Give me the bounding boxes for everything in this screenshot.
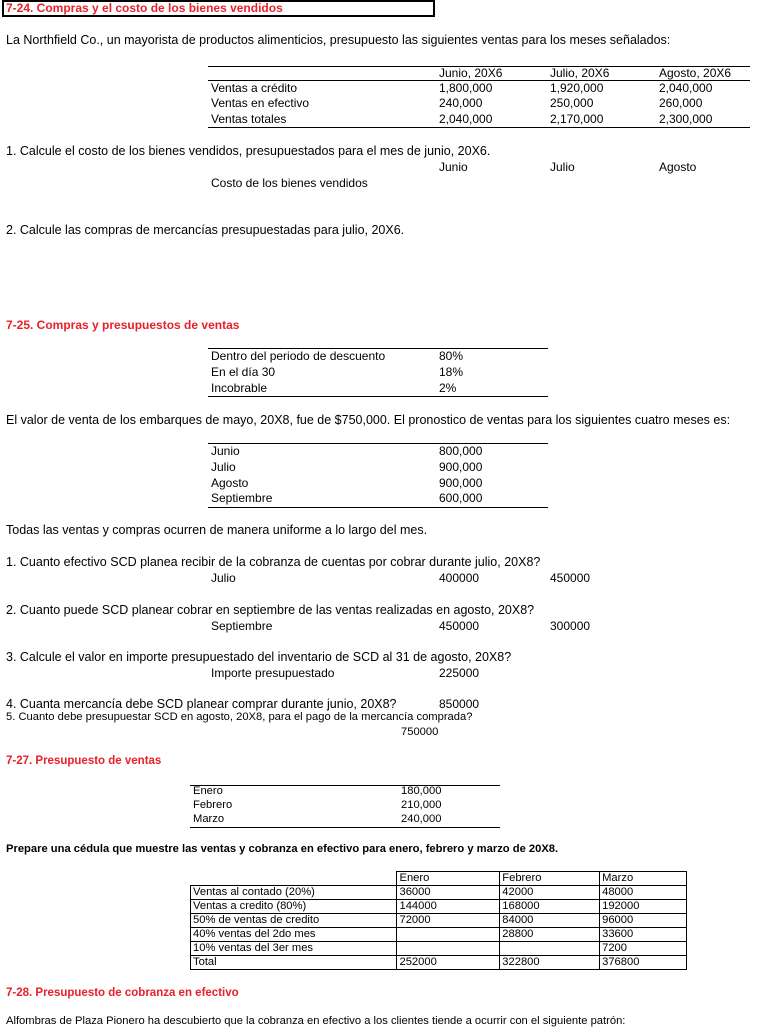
answer-label: Importe presupuestado <box>211 666 335 680</box>
answer-value: 750000 <box>401 726 439 738</box>
instruction-text: Prepare una cédula que muestre las ventas y cobranza en efectivo para enero, febrero y marzo de 20X8. <box>6 843 559 855</box>
month-label: Julio <box>550 160 575 174</box>
row-label: Julio <box>211 460 236 474</box>
cell: 2,040,000 <box>439 112 493 126</box>
question-2: 2. Calcule las compras de mercancías presupuestadas para julio, 20X6. <box>6 223 405 237</box>
table-top-rule <box>190 785 500 786</box>
cell: 376800 <box>600 956 687 970</box>
col-header-agosto: Agosto, 20X6 <box>659 66 732 80</box>
cell: 96000 <box>600 914 687 928</box>
header-cell: Enero <box>397 872 500 886</box>
table-total-row <box>191 956 687 970</box>
cell: 252000 <box>397 956 500 970</box>
table-bottom-rule <box>190 827 500 828</box>
cell <box>397 942 500 956</box>
table-row <box>191 886 687 900</box>
section-title-7-27: 7-27. Presupuesto de ventas <box>6 755 162 767</box>
cell: 2,040,000 <box>659 81 713 95</box>
question-1: 1. Calcule el costo de los bienes vendidos, presupuestados para el mes de junio, 20X6. <box>6 144 491 158</box>
cell: 240,000 <box>401 813 442 825</box>
cell: 2% <box>439 381 457 395</box>
intro-text: Alfombras de Plaza Pionero ha descubierto que la cobranza en efectivo a los clientes tiende a ocurrir con el siguiente patrón: <box>6 1015 626 1027</box>
cell: 42000 <box>500 886 600 900</box>
row-label: Enero <box>193 785 223 797</box>
cell: 48000 <box>600 886 687 900</box>
cell: 72000 <box>397 914 500 928</box>
table-row <box>191 914 687 928</box>
month-label: Agosto <box>659 160 697 174</box>
cell: 210,000 <box>401 799 442 811</box>
cell: 180,000 <box>401 785 442 797</box>
section-title-7-24: 7-24. Compras y el costo de los bienes vendidos <box>6 1 283 15</box>
uniform-text: Todas las ventas y compras ocurren de manera uniforme a lo largo del mes. <box>6 523 428 537</box>
table-top-rule <box>208 443 548 444</box>
question-2: 2. Cuanto puede SCD planear cobrar en septiembre de las ventas realizadas en agosto, 20X8? <box>6 603 535 617</box>
cell: 7200 <box>600 942 687 956</box>
cell: 240,000 <box>439 96 483 110</box>
answer-label: Septiembre <box>211 619 273 633</box>
header-cell <box>191 872 397 886</box>
table-row <box>191 900 687 914</box>
answer-value: 450000 <box>550 571 591 585</box>
answer-value: 400000 <box>439 571 480 585</box>
row-label: Dentro del periodo de descuento <box>211 349 386 363</box>
cell <box>500 942 600 956</box>
section-title-7-25: 7-25. Compras y presupuestos de ventas <box>6 318 240 332</box>
cell: 84000 <box>500 914 600 928</box>
cell: Ventas a credito (80%) <box>191 900 397 914</box>
row-label: Junio <box>211 444 240 458</box>
cell: Total <box>191 956 397 970</box>
question-3: 3. Calcule el valor en importe presupuestado del inventario de SCD al 31 de agosto, 20X8? <box>6 650 512 664</box>
cell: 33600 <box>600 928 687 942</box>
cell: 28800 <box>500 928 600 942</box>
col-header-junio: Junio, 20X6 <box>439 66 503 80</box>
cell: 600,000 <box>439 491 483 505</box>
cell: 36000 <box>397 886 500 900</box>
cell: 18% <box>439 365 464 379</box>
cell <box>397 928 500 942</box>
cell: 144000 <box>397 900 500 914</box>
cogs-label: Costo de los bienes vendidos <box>211 176 368 190</box>
answer-label: Julio <box>211 571 236 585</box>
table-row <box>191 942 687 956</box>
row-label: Septiembre <box>211 491 273 505</box>
answer-value: 450000 <box>439 619 480 633</box>
table-header-row <box>191 872 687 886</box>
table-bottom-rule <box>208 396 548 397</box>
row-label: Febrero <box>193 799 233 811</box>
cell: 50% de ventas de credito <box>191 914 397 928</box>
collections-schedule-table <box>190 871 687 970</box>
table-bottom-rule <box>208 507 548 508</box>
cell: 40% ventas del 2do mes <box>191 928 397 942</box>
cell: 1,920,000 <box>550 81 604 95</box>
cell: 260,000 <box>659 96 703 110</box>
table-bottom-rule <box>208 127 750 128</box>
cell: 2,170,000 <box>550 112 604 126</box>
statement-text: El valor de venta de los embarques de mayo, 20X8, fue de $750,000. El pronostico de ventas para los siguientes cuatro meses es: <box>6 413 731 427</box>
question-1: 1. Cuanto efectivo SCD planea recibir de la cobranza de cuentas por cobrar durante julio, 20X8? <box>6 555 541 569</box>
answer-value: 225000 <box>439 666 480 680</box>
row-label: Marzo <box>193 813 225 825</box>
cell: 900,000 <box>439 460 483 474</box>
row-label: Agosto <box>211 476 249 490</box>
cell: 80% <box>439 349 464 363</box>
cell: 250,000 <box>550 96 594 110</box>
answer-value: 300000 <box>550 619 591 633</box>
cell: 800,000 <box>439 444 483 458</box>
answer-value: 850000 <box>439 697 480 711</box>
row-label: Ventas en efectivo <box>211 96 310 110</box>
section-title-7-28: 7-28. Presupuesto de cobranza en efectivo <box>6 987 239 999</box>
header-cell: Febrero <box>500 872 600 886</box>
intro-text: La Northfield Co., un mayorista de productos alimenticios, presupuesto las siguientes ventas para los meses señalados: <box>6 33 671 47</box>
cell: 900,000 <box>439 476 483 490</box>
col-header-julio: Julio, 20X6 <box>550 66 610 80</box>
cell: 192000 <box>600 900 687 914</box>
row-label: Incobrable <box>211 381 268 395</box>
question-5: 5. Cuanto debe presupuestar SCD en agosto, 20X8, para el pago de la mercancía comprada? <box>6 711 473 723</box>
row-label: Ventas totales <box>211 112 287 126</box>
cell: 1,800,000 <box>439 81 493 95</box>
cell: 322800 <box>500 956 600 970</box>
month-label: Junio <box>439 160 468 174</box>
header-cell: Marzo <box>600 872 687 886</box>
table-row <box>191 928 687 942</box>
cell: 10% ventas del 3er mes <box>191 942 397 956</box>
question-4: 4. Cuanta mercancía debe SCD planear comprar durante junio, 20X8? <box>6 697 397 711</box>
row-label: En el día 30 <box>211 365 276 379</box>
cell: Ventas al contado (20%) <box>191 886 397 900</box>
row-label: Ventas a crédito <box>211 81 298 95</box>
cell: 168000 <box>500 900 600 914</box>
cell: 2,300,000 <box>659 112 713 126</box>
